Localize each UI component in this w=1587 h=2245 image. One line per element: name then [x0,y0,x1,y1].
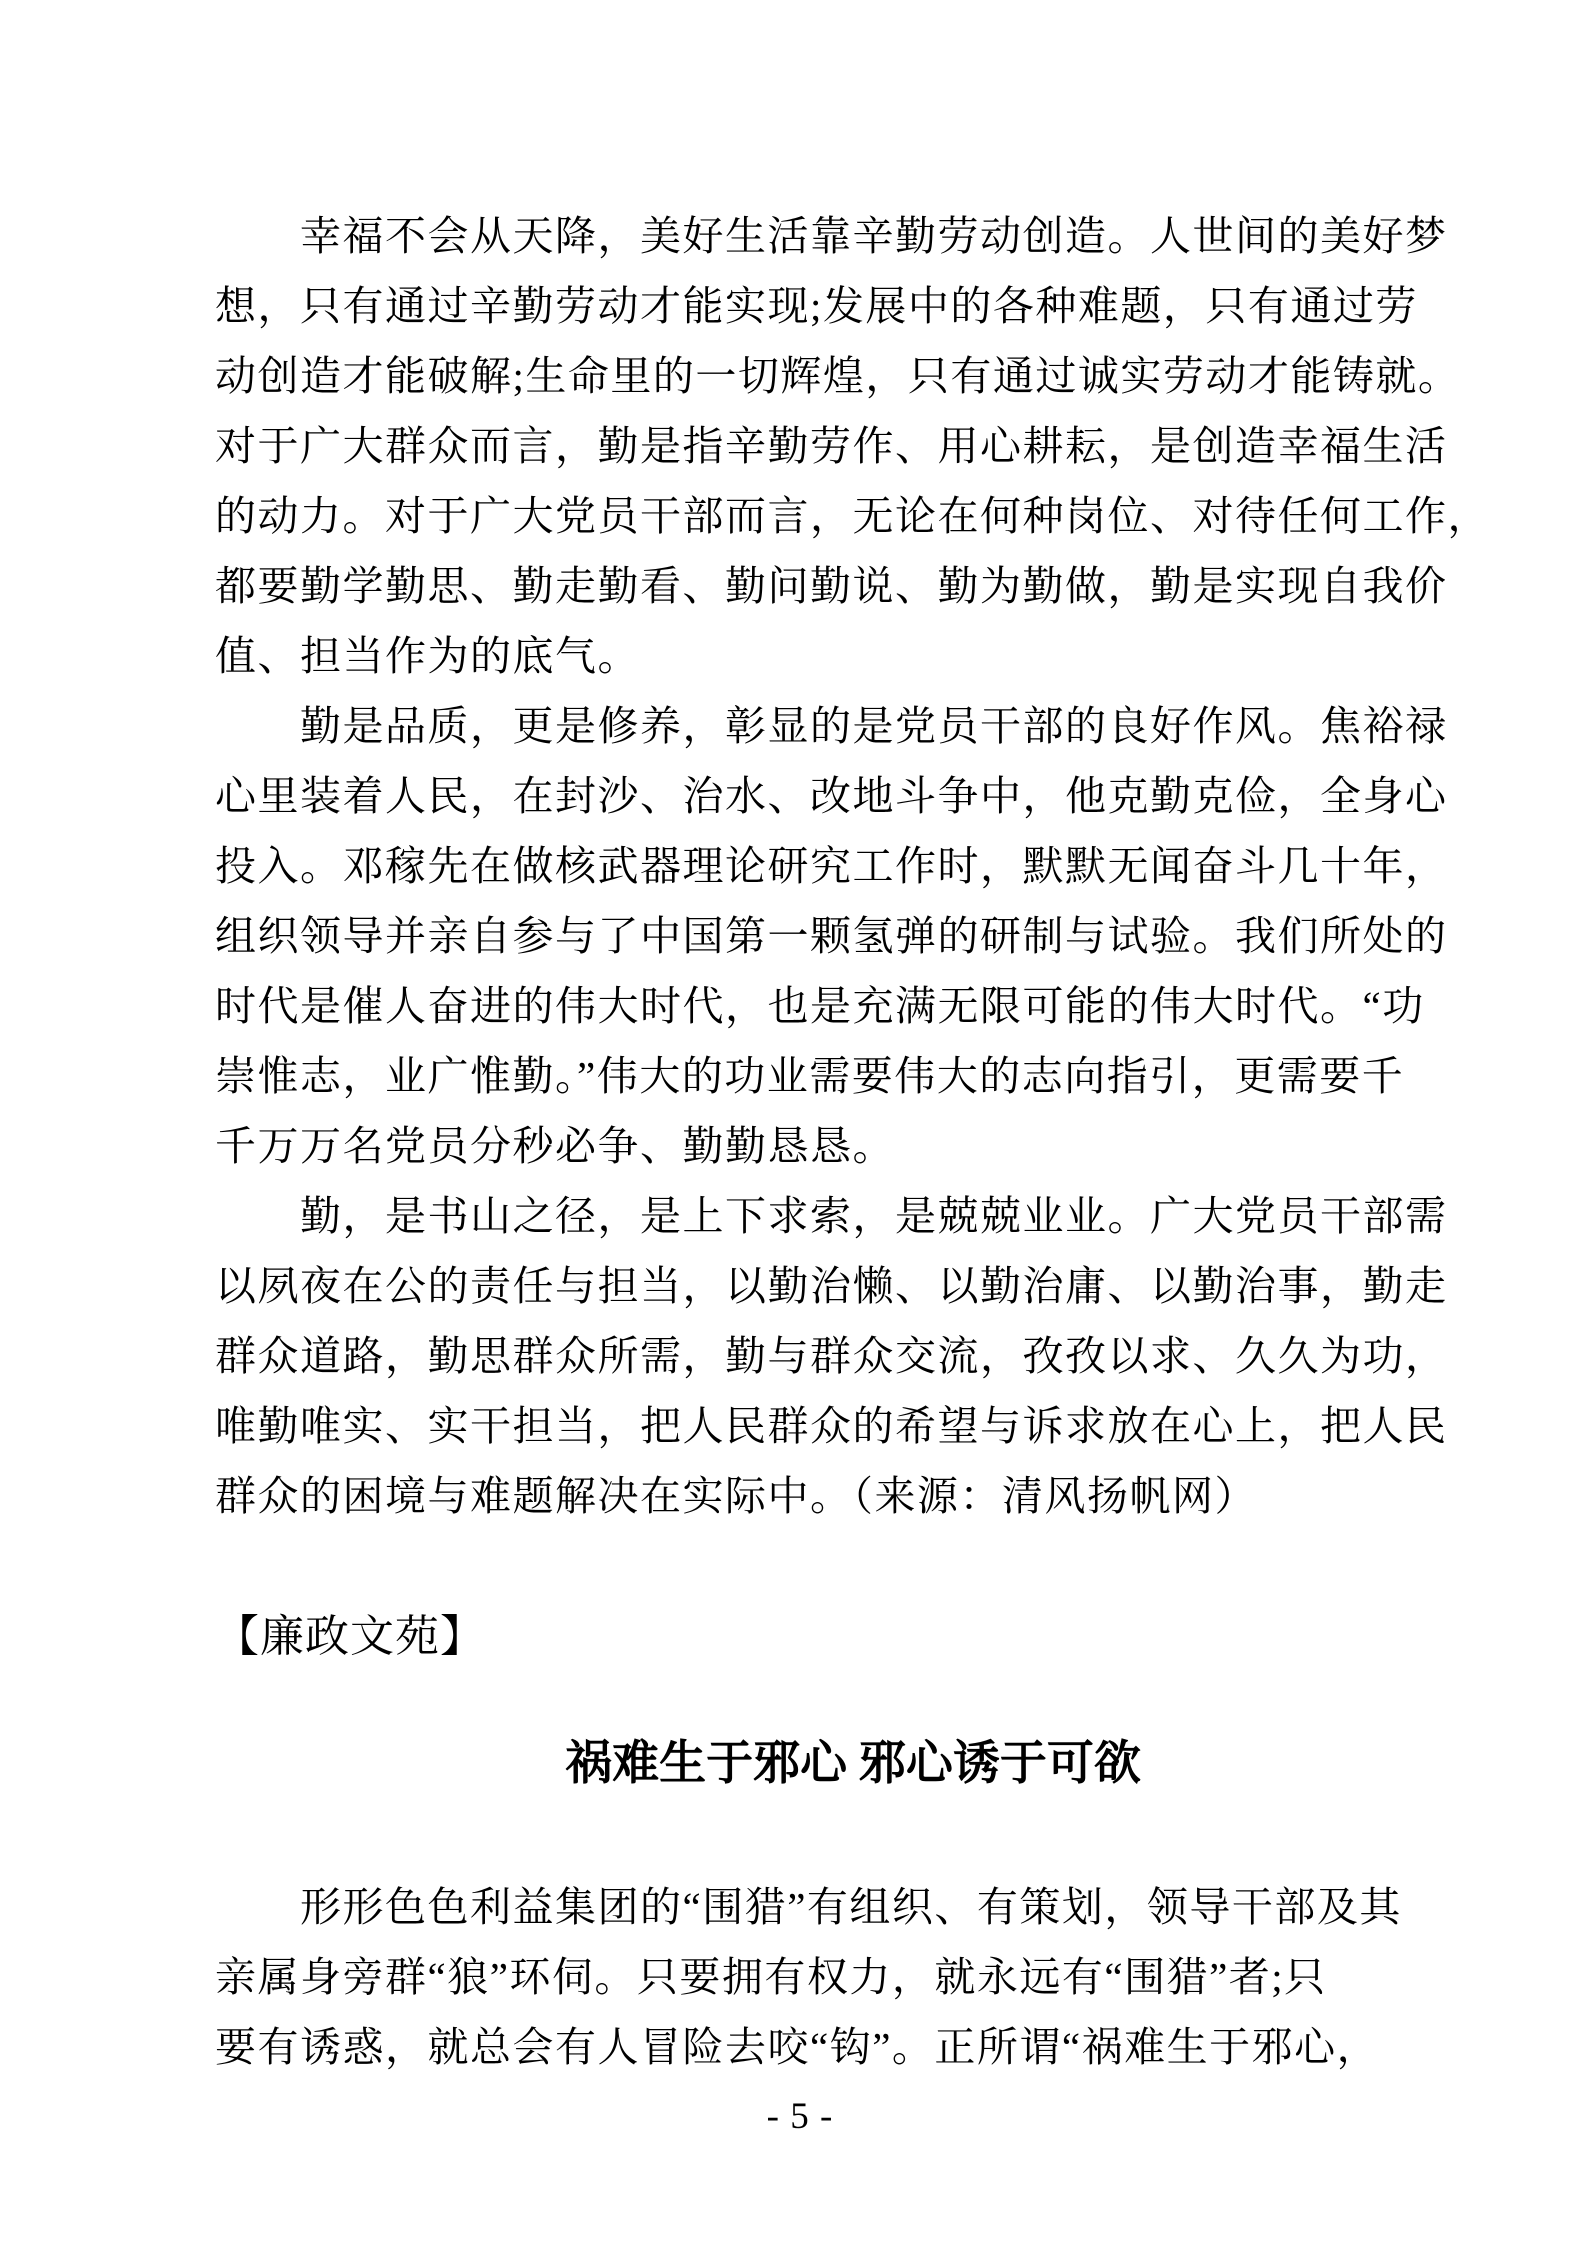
text-line: 时代是催人奋进的伟大时代，也是充满无限可能的伟大时代。“功 [215,983,1425,1029]
text-line: 对于广大群众而言，勤是指辛勤劳作、用心耕耘，是创造幸福生活 [215,423,1448,469]
text-line: 唯勤唯实、实干担当，把人民群众的希望与诉求放在心上，把人民 [215,1403,1448,1449]
text-line: 幸福不会从天降，美好生活靠辛勤劳动创造。人世间的美好梦 [300,213,1448,259]
text-line: 群众的困境与难题解决在实际中。（来源：清风扬帆网） [215,1473,1257,1519]
paragraph-3 [215,1181,1448,1531]
text-line: 形形色色利益集团的“围猎”有组织、有策划，领导干部及其 [300,1884,1402,1930]
paragraph-1 [215,201,1490,691]
text-line: 组织领导并亲自参与了中国第一颗氢弹的研制与试验。我们所处的 [215,913,1448,959]
text-line: 亲属身旁群“狼”环伺。只要拥有权力，就永远有“围猎”者;只 [215,1954,1327,2000]
text-line: 崇惟志，业广惟勤。”伟大的功业需要伟大的志向指引，更需要千 [215,1053,1405,1099]
document-body [215,0,1490,2152]
text-line: 都要勤学勤思、勤走勤看、勤问勤说、勤为勤做，勤是实现自我价 [215,563,1448,609]
text-line: 动创造才能破解;生命里的一切辉煌，只有通过诚实劳动才能铸就。 [215,353,1461,399]
article-title: 祸难生于邪心 邪心诱于可欲 [565,1738,1141,1790]
text-line: 勤是品质，更是修养，彰显的是党员干部的良好作风。焦裕禄 [300,703,1448,749]
paragraph-2 [215,691,1448,1181]
text-line: 以夙夜在公的责任与担当，以勤治懒、以勤治庸、以勤治事，勤走 [215,1263,1448,1309]
section-header: 【廉政文苑】 [215,1612,485,1661]
paragraph-4 [215,1872,1402,2082]
text-line: 勤，是书山之径，是上下求索，是兢兢业业。广大党员干部需 [300,1193,1448,1239]
text-line: 投入。邓稼先在做核武器理论研究工作时，默默无闻奋斗几十年， [215,843,1448,889]
page-number: - 5 - [766,2096,834,2137]
text-line: 的动力。对于广大党员干部而言，无论在何种岗位、对待任何工作， [215,493,1490,539]
text-line: 千万万名党员分秒必争、勤勤恳恳。 [215,1123,895,1169]
text-line: 想，只有通过辛勤劳动才能实现;发展中的各种难题，只有通过劳 [215,283,1418,329]
text-line: 心里装着人民，在封沙、治水、改地斗争中，他克勤克俭，全身心 [215,773,1448,819]
text-line: 要有诱惑，就总会有人冒险去咬“钩”。正所谓“祸难生于邪心， [215,2024,1380,2070]
text-line: 值、担当作为的底气。 [215,633,640,679]
text-line: 群众道路，勤思群众所需，勤与群众交流，孜孜以求、久久为功， [215,1333,1448,1379]
